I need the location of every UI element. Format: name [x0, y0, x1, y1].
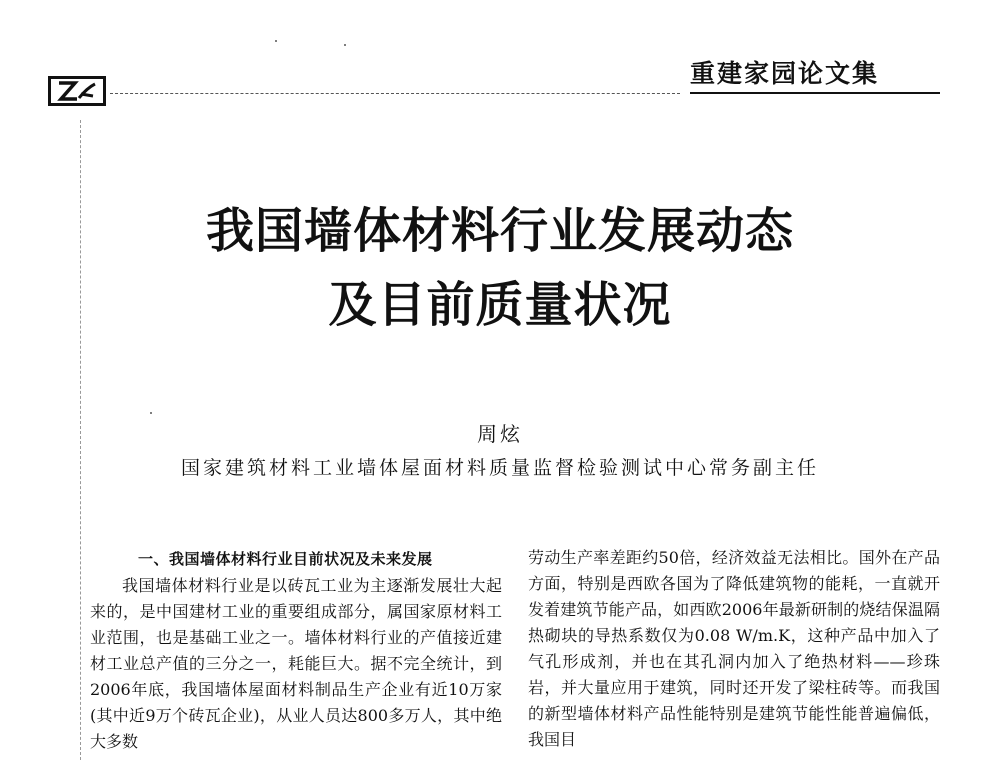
- right-column: [528, 545, 940, 753]
- body-paragraph: 我国墙体材料行业是以砖瓦工业为主逐渐发展壮大起来的，是中国建材工业的重要组成部分，属国家原材料工业范围，也是基础工业之一。墙体材料行业的产值接近建材工业总产值的三分之一，耗能巨大。据不完全统计，到2006年底，我国墙体屋面材料制品生产企业有近10万家(其中近9万个砖瓦企业)，从业人员达800多万人，其中绝大多数: [90, 576, 502, 751]
- author-affiliation: 国家建筑材料工业墙体屋面材料质量监督检验测试中心常务副主任: [180, 457, 819, 479]
- header-rule: [110, 93, 680, 94]
- scan-speck: [344, 44, 346, 46]
- scan-speck: [275, 40, 277, 42]
- section-title: 重建家园论文集: [690, 59, 880, 88]
- article-title-line-2: 及目前质量状况: [328, 277, 672, 333]
- left-column: [90, 545, 502, 755]
- scan-speck: [150, 412, 152, 414]
- author-name: 周炫: [477, 422, 523, 446]
- article-title-line-1: 我国墙体材料行业发展动态: [205, 203, 794, 259]
- section-title-underline: [690, 92, 940, 94]
- body-paragraph: 劳动生产率差距约50倍，经济效益无法相比。国外在产品方面，特别是西欧各国为了降低建筑物的能耗，一直就开发着建筑节能产品，如西欧2006年最新研制的烧结保温隔热砌块的导热系数仅为0.08 W/m.K，这种产品中加入了气孔形成剂，并也在其孔洞内加入了绝热材料——珍珠岩，并大量应用于建筑，同时还开发了梁柱砖等。而我国的新型墙体材料产品性能特别是建筑节能性能普遍偏低，我国目: [528, 548, 940, 749]
- section-heading: 一、我国墙体材料行业目前状况及未来发展: [138, 550, 433, 568]
- book-logo-icon: [48, 76, 106, 106]
